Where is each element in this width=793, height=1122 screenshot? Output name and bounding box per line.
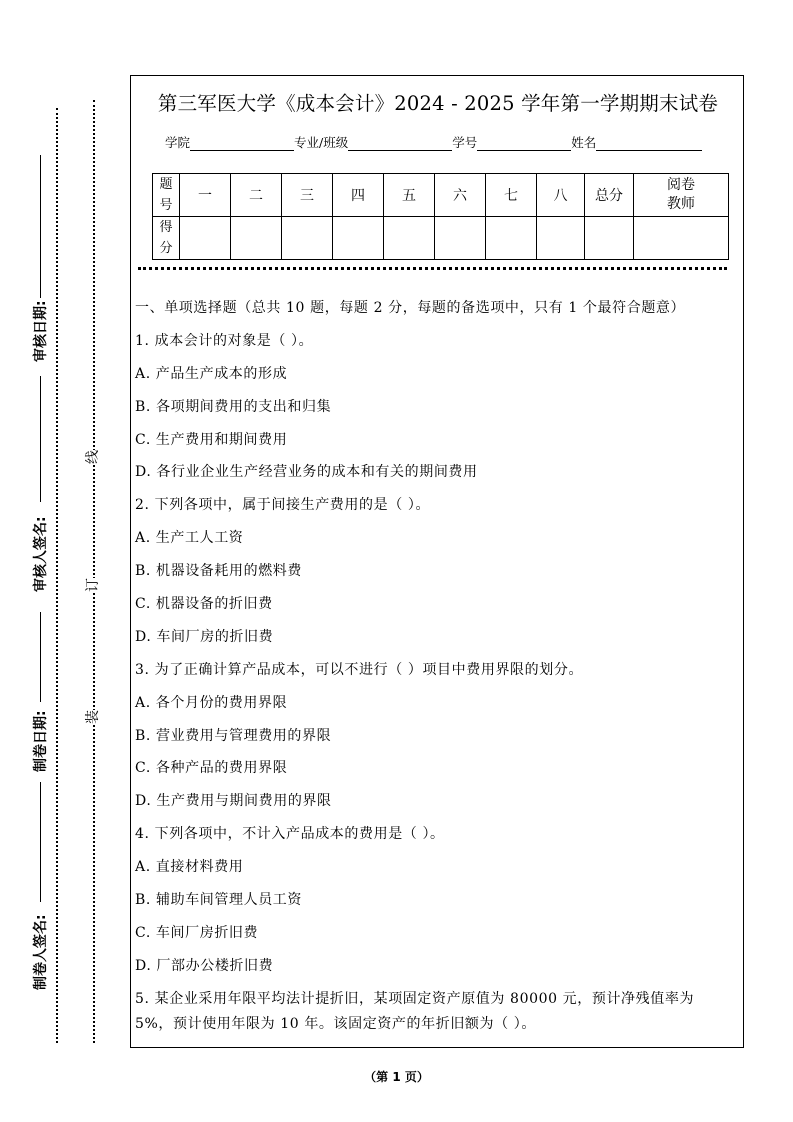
major-class-label: 专业/班级	[294, 135, 349, 150]
option: A. 各个月份的费用界限	[135, 694, 288, 711]
total-score-header: 总分	[585, 174, 634, 217]
score-cell[interactable]	[282, 217, 333, 260]
question-stem: 1. 成本会计的对象是（ ）。	[135, 332, 314, 349]
exam-title: 第三军医大学《成本会计》2024 - 2025 学年第一学期期末试卷	[157, 92, 719, 115]
name-field[interactable]	[596, 136, 702, 151]
option: C. 生产费用和期间费用	[135, 431, 288, 448]
score-cell[interactable]	[486, 217, 537, 260]
column-header: 一	[180, 174, 231, 217]
section-heading: 一、单项选择题（总共 10 题，每题 2 分，每题的备选项中，只有 1 个最符合题意）	[135, 300, 686, 316]
column-header: 五	[384, 174, 435, 217]
total-score-cell[interactable]	[585, 217, 634, 260]
score-cell[interactable]	[384, 217, 435, 260]
score-row-header: 得 分	[153, 217, 180, 260]
student-id-label: 学号	[452, 135, 478, 150]
question-number-header: 题 号	[153, 174, 180, 217]
score-cell[interactable]	[333, 217, 384, 260]
option: C. 机器设备的折旧费	[135, 596, 273, 613]
reviewer-header: 阅卷 教师	[634, 174, 729, 217]
binding-char-bind: 装	[85, 710, 101, 724]
column-header: 六	[435, 174, 486, 217]
reviewer-cell[interactable]	[634, 217, 729, 260]
option: A. 产品生产成本的形成	[135, 365, 288, 382]
student-info-row	[165, 133, 702, 151]
option: D. 各行业企业生产经营业务的成本和有关的期间费用	[135, 464, 478, 481]
college-label: 学院	[165, 135, 191, 150]
column-header: 四	[333, 174, 384, 217]
option: A. 直接材料费用	[135, 859, 244, 876]
college-field[interactable]	[190, 136, 294, 151]
page-number: （第 1 页）	[364, 1070, 429, 1084]
question-stem: 3. 为了正确计算产品成本，可以不进行（ ）项目中费用界限的划分。	[135, 661, 584, 678]
column-header: 八	[537, 174, 585, 217]
question-stem-q5-line2: 5%，预计使用年限为 10 年。该固定资产的年折旧额为（ ）。	[135, 1015, 536, 1032]
option: B. 营业费用与管理费用的界限	[135, 727, 332, 744]
option: C. 各种产品的费用界限	[135, 760, 288, 777]
question-stem-q5-line1: 5. 某企业采用年限平均法计提折旧，某项固定资产原值为 80000 元，预计净残值率为	[135, 990, 695, 1007]
score-row	[153, 217, 729, 260]
binding-char-line: 线	[85, 450, 101, 464]
paper-date-line	[40, 612, 41, 702]
score-cell[interactable]	[435, 217, 486, 260]
name-label: 姓名	[571, 135, 597, 150]
paper-date-label: 制卷日期:	[33, 710, 49, 772]
option: B. 辅助车间管理人员工资	[135, 892, 302, 909]
score-table	[152, 173, 729, 260]
exam-frame	[130, 75, 744, 1048]
question-content	[135, 292, 735, 1040]
question-number-row	[153, 174, 729, 217]
reviewer-signature-label: 审核人签名:	[33, 516, 49, 592]
paper-maker-signature-label: 制卷人签名:	[33, 914, 49, 990]
score-cell[interactable]	[180, 217, 231, 260]
option: C. 车间厂房折旧费	[135, 924, 259, 941]
option: B. 机器设备耗用的燃料费	[135, 563, 302, 580]
column-header: 二	[231, 174, 282, 217]
option: A. 生产工人工资	[135, 530, 244, 547]
option: B. 各项期间费用的支出和归集	[135, 398, 332, 415]
question-stem: 4. 下列各项中，不计入产品成本的费用是（ ）。	[135, 826, 445, 843]
binding-char-staple: 订	[85, 578, 101, 592]
binding-dotted-line	[93, 100, 95, 1043]
paper-maker-signature-line	[40, 782, 41, 902]
option: D. 车间厂房的折旧费	[135, 628, 274, 645]
option: D. 厂部办公楼折旧费	[135, 957, 274, 974]
major-class-field[interactable]	[348, 136, 452, 151]
review-date-line	[40, 155, 41, 298]
score-cell[interactable]	[537, 217, 585, 260]
outer-dotted-line	[56, 108, 58, 1043]
column-header: 三	[282, 174, 333, 217]
reviewer-signature-line	[40, 376, 41, 502]
student-id-field[interactable]	[477, 136, 571, 151]
option: D. 生产费用与期间费用的界限	[135, 793, 332, 810]
section-divider	[138, 267, 727, 270]
question-stem: 2. 下列各项中，属于间接生产费用的是（ ）。	[135, 497, 431, 514]
column-header: 七	[486, 174, 537, 217]
review-date-label: 审核日期:	[33, 300, 49, 362]
score-cell[interactable]	[231, 217, 282, 260]
